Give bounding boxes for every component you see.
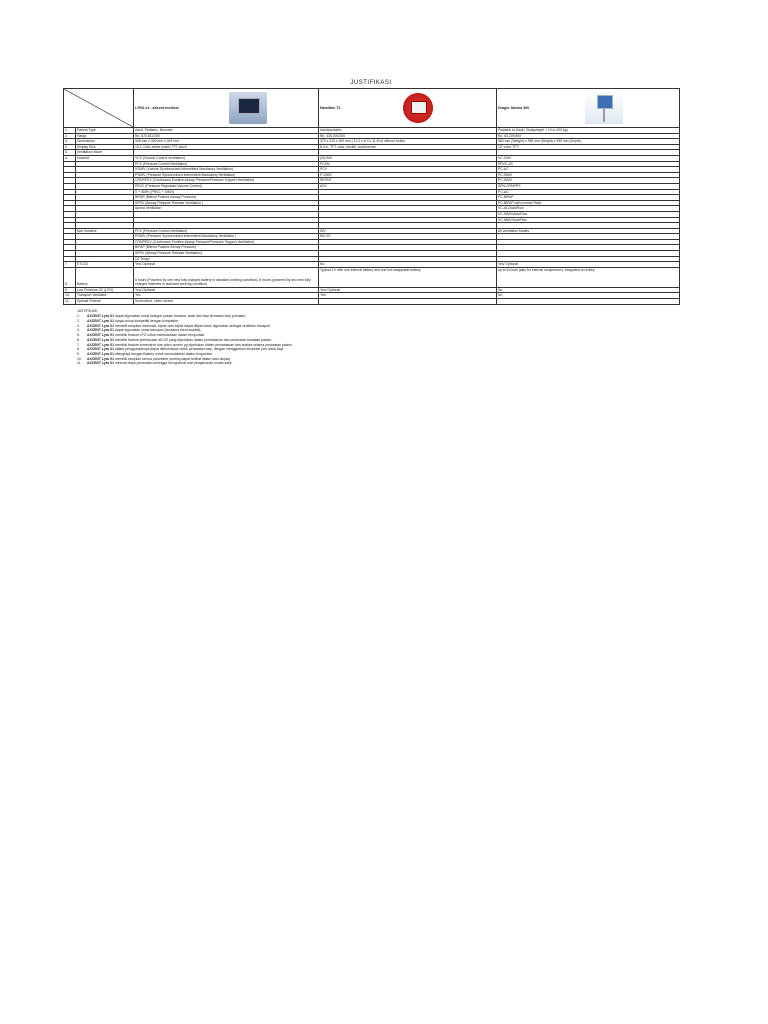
note-text: memiliki feature LPO untuk memudahkan dalam trnsportasi. — [114, 333, 206, 338]
note-text: minimal biaya perawatan sehingga menghemat cost pengeluaran rumah sakit. — [114, 361, 233, 366]
note-text: memiliki tampilan minimalis, stylish dan stylist dapat dilipat untuk digunakan sebagai ventilator transport. — [114, 323, 272, 328]
lyra-value: CPAP/PSV (Continuous Positive Airway Pressure/Pressure Support Ventilation) — [134, 178, 319, 184]
row-number: 2. — [64, 133, 76, 139]
lyra-value: Screenshot, video screen — [134, 299, 319, 305]
lyra-value: BIPAP (Bilevel Positive Airway Pressure) — [134, 245, 319, 251]
row-label: ETCO2 — [76, 262, 134, 268]
hamilton-value: Yes/ Optional — [319, 287, 497, 293]
note-number: 1. — [77, 314, 80, 319]
row-label: Non Invasive — [76, 228, 134, 234]
drager-value: No — [497, 287, 680, 293]
note-number: 8. — [77, 347, 80, 352]
drager-value: PC-AC — [497, 189, 680, 195]
note-brand: AXCENT Lyra X1 — [87, 342, 115, 347]
row-label: Ventilation Mode — [76, 150, 134, 156]
note-text: dalam penggunaannya dapat dikhususkan untuk perawatan bayi, dengan menggnakan ekspirasi port untuk bayi. — [114, 347, 285, 352]
product-header-hamilton — [319, 89, 497, 128]
hamilton-value: Typical 4 h with one internal battery and one hot-swappable battery — [319, 267, 497, 287]
lyra-value: PCV (Pressure Control Ventilation) — [134, 161, 319, 167]
row-number: 5. — [64, 150, 76, 156]
hamilton-value: 8.4 in, TFT color, backlit, touchscreen — [319, 144, 497, 150]
product-header-lyra — [134, 89, 319, 128]
drager-value: SPN-CPAP/PS — [497, 183, 680, 189]
lyra-value: Adult, Pediatric, Neonate — [134, 128, 319, 134]
page-title: JUSTIFIKASI — [350, 80, 392, 86]
row-label: Display Size — [76, 144, 134, 150]
drager-value: Pediatric to Adult ( Bodyweight > 10 to 200 kg) — [497, 128, 680, 134]
hamilton-value: No — [319, 262, 497, 268]
drager-value: Rp. 53.209.800 — [497, 133, 680, 139]
note-text: dilengkapi dengan Battery untuk memudahkan dalam trnsportasi. — [114, 351, 213, 356]
note-brand: AXCENT Lyra X1 — [87, 361, 115, 366]
comparison-table-body — [64, 89, 680, 305]
lyra-value: 6 hours (Powered by one new fully charged battery in standard working condition), 8 hours (powered by two new fully charged batteries in standard working condition) — [134, 267, 319, 287]
note-brand: AXCENT Lyra X1 — [87, 319, 115, 324]
row-number: 9. — [64, 287, 76, 293]
hamilton-value: P-SIMV — [319, 172, 497, 178]
row-number: 4. — [64, 144, 76, 150]
lyra-value: VSIMV (Volume Synchronized Intermittent Mandatory Ventilation) — [134, 167, 319, 173]
drager-value: PC-BIPAP with Inverse Ratio — [497, 200, 680, 206]
row-label: Transport Ventilator — [76, 293, 134, 299]
hamilton-value: Adult/pediatric — [319, 128, 497, 134]
hamilton-value: (S)CMV — [319, 155, 497, 161]
row-number: 3. — [64, 139, 76, 145]
note-brand: AXCENT Lyra X1 — [87, 323, 115, 328]
lyra-value: PSIMV (Pressure Synchronized Intermittent Mandatory Ventilation) — [134, 172, 319, 178]
ventilator-lyra-photo — [229, 92, 267, 124]
row-number: 7. — [64, 262, 76, 268]
comparison-table — [63, 88, 680, 305]
row-label: Spesial Feature — [76, 299, 134, 305]
drager-value: PC-AC — [497, 167, 680, 173]
lyra-value: APRV (Airway Pressure Release Ventilation) — [134, 251, 319, 257]
lyra-value: CPAP/PSV (Continuous Positive Airway Pressure/Pressure Support Ventilation) — [134, 239, 319, 245]
lyra-value: BIPAP (Bilevel Positive Airway Pressure) — [134, 195, 319, 201]
justification-notes — [63, 309, 679, 366]
notes-heading: JUSTIFIKASI : — [77, 308, 100, 313]
note-text: dapat digunakan untuk transport (terutama intra hospital). — [114, 328, 202, 333]
drager-value — [497, 299, 680, 305]
header-corner-cell — [64, 89, 134, 128]
row-label: Harga — [76, 133, 134, 139]
lyra-value: APRV (Airway Pressure Release Ventilation ) — [134, 200, 319, 206]
lyra-value: PCV (Pressure Control Ventilation) — [134, 228, 319, 234]
note-number: 6. — [77, 337, 80, 342]
drager-value: up to 5 hours (also for internal compressor), integrated on trolley — [497, 267, 680, 287]
hamilton-value: Yes — [319, 293, 497, 299]
note-number: 4. — [77, 328, 80, 333]
product-header-drager — [497, 89, 680, 128]
note-number: 9. — [77, 351, 80, 356]
note-brand: AXCENT Lyra X1 — [87, 333, 115, 338]
drager-value: Yes/ Optional — [497, 262, 680, 268]
note-text: memiliki feature screenshot dan video screen yg diperlukan dalam pemantauan dan analisa selama perawatan pasien. — [114, 342, 293, 347]
row-number: 10. — [64, 293, 76, 299]
lyra-value: VCV (Volume Control Ventilation) — [134, 155, 319, 161]
note-number: 2. — [77, 319, 80, 324]
drager-value: VC-MMV/AutoFlow — [497, 217, 680, 223]
notes-list — [77, 314, 679, 366]
table-row — [64, 299, 680, 305]
drager-value: VC-CMV — [497, 155, 680, 161]
note-number: 11. — [77, 361, 82, 366]
hamilton-value: ASV — [319, 183, 497, 189]
diagonal-divider-icon — [64, 89, 133, 127]
note-number: 7. — [77, 342, 80, 347]
drager-value: No — [497, 293, 680, 299]
row-number: a. — [64, 155, 76, 161]
lyra-value: Apnea Ventilation — [134, 206, 319, 212]
note-text: dapat digunakan untuk kategori pasien dewasa, anak dan bayi termasuk bayi prematur. — [114, 314, 247, 319]
note-text: memiliki feature pembacaan etCO2 yang diperlukan dalam pemantauan dan perawatan keadaan pasien. — [114, 337, 273, 342]
note-number: 10. — [77, 356, 82, 361]
drager-value: 12" color TFT — [497, 144, 680, 150]
table-row — [64, 267, 680, 287]
row-label: Battery — [76, 267, 134, 287]
ventilator-hamilton-photo — [399, 92, 437, 124]
note-number: 3. — [77, 323, 80, 328]
lyra-value: O2 Terapi — [134, 256, 319, 262]
drager-value: 360 mm (Weight) x 396 mm (Height) x 255 mm (Depth) — [497, 139, 680, 145]
hamilton-value: PCV — [319, 167, 497, 173]
note-brand: AXCENT Lyra X1 — [87, 328, 115, 333]
lyra-value: 15.1 Color active matrix TFT touch — [134, 144, 319, 150]
product-name: Hamilton T1 — [320, 105, 341, 110]
drager-value: VC-SIMV/AutoFlow — [497, 211, 680, 217]
row-label: Dimensions — [76, 139, 134, 145]
lyra-value: PSIMV (Pressure Synchronized Intermittent Mandatory Ventilation ) — [134, 234, 319, 240]
hamilton-value: 370 x 210 x 300 mm ( 12.2 x 8.3 x 11.8 in) without trolley — [319, 139, 497, 145]
lyra-value: Yes/ Optional — [134, 262, 319, 268]
note-brand: AXCENT Lyra X1 — [87, 351, 115, 356]
drager-value: PC-BIPAP — [497, 195, 680, 201]
drager-value: PC-SIMV — [497, 178, 680, 184]
note-brand: AXCENT Lyra X1 — [87, 347, 115, 352]
drager-value: VC-AC/AutoFlow — [497, 206, 680, 212]
row-number: 1. — [64, 128, 76, 134]
lyra-value: PRVC (Pressure Regulated Volume Control) — [134, 183, 319, 189]
lyra-value: Yes/ Optional — [134, 287, 319, 293]
hamilton-value: PCMV — [319, 161, 497, 167]
drager-value: PRVC-AC — [497, 161, 680, 167]
row-number: 11. — [64, 299, 76, 305]
hamilton-value: NIV-ST — [319, 234, 497, 240]
hamilton-value — [319, 299, 497, 305]
note-number: 5. — [77, 333, 80, 338]
hamilton-value: NIV — [319, 228, 497, 234]
justification-sheet — [63, 78, 679, 366]
ventilator-drager-photo — [585, 92, 623, 124]
product-name: LYRA x1 - aXcent medical — [135, 105, 179, 110]
hamilton-value: Rp. 436.000.000 — [319, 133, 497, 139]
row-label: Invasive — [76, 155, 134, 161]
note-text: harga cukup kompetitif dengan kompetitor. — [114, 319, 179, 324]
note-text: memiliki tampilan semua parameter penting dapat terlihat dalam satu display. — [114, 356, 231, 361]
lyra-value: V + SIMV (PRVC + SIMV) — [134, 189, 319, 195]
lyra-value: Rp. 870.811.000 — [134, 133, 319, 139]
row-number: 8. — [64, 267, 76, 287]
drager-value: All ventilation Modes — [497, 228, 680, 234]
product-name: Drager Savina 300 — [498, 105, 530, 110]
row-label: Low Pressure O2 (LPO) — [76, 287, 134, 293]
hamilton-value: SPONT — [319, 178, 497, 184]
note-brand: AXCENT Lyra X1 — [87, 337, 115, 342]
table-header-row — [64, 89, 680, 128]
lyra-value: 308 mm x 300 mm x 263 mm — [134, 139, 319, 145]
note-brand: AXCENT Lyra X1 — [87, 314, 115, 319]
list-item — [77, 361, 679, 366]
note-brand: AXCENT Lyra X1 — [87, 356, 115, 361]
lyra-value: Yes — [134, 293, 319, 299]
drager-value: PC-SIMV — [497, 172, 680, 178]
row-label: Patient Type — [76, 128, 134, 134]
